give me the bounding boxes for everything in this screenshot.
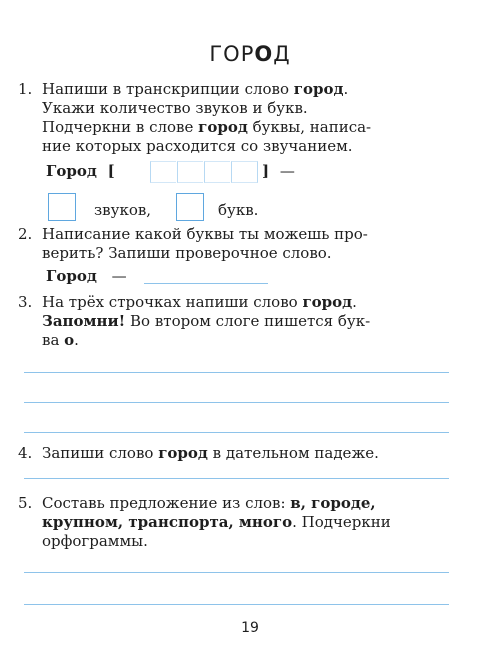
check-word-row: Город — bbox=[46, 267, 127, 285]
task-2-text: Написание какой буквы ты можешь про- верить? Запиши проверочное слово. bbox=[42, 225, 368, 262]
task-number: 5. bbox=[18, 494, 33, 512]
task-1-text: Напиши в транскрипции слово город. Укажи количество звуков и букв. Подчеркни в слове город буквы, написа- ние которых расходится со звучанием. bbox=[42, 80, 372, 155]
page-number: 19 bbox=[241, 620, 259, 636]
task-number: 3. bbox=[18, 293, 33, 311]
check-word-line[interactable] bbox=[144, 283, 268, 284]
writing-line[interactable] bbox=[24, 604, 449, 605]
writing-line[interactable] bbox=[24, 372, 449, 373]
writing-line[interactable] bbox=[24, 478, 449, 479]
letters-label: букв. bbox=[218, 201, 259, 219]
sounds-count-box[interactable] bbox=[48, 193, 76, 221]
task-3-text: На трёх строчках напиши слово город. Запомни! Во втором слоге пишется бук- ва о. bbox=[42, 293, 371, 349]
letters-count-box[interactable] bbox=[176, 193, 204, 221]
task-4-text: Запиши слово город в дательном падеже. bbox=[42, 444, 379, 462]
transcription-row: Город [ bbox=[46, 162, 115, 180]
writing-line[interactable] bbox=[24, 572, 449, 573]
task-number: 1. bbox=[18, 80, 33, 98]
task-number: 4. bbox=[18, 444, 33, 462]
sounds-label: звуков, bbox=[94, 201, 152, 219]
page-title: ГОРОД bbox=[209, 42, 291, 66]
transcription-cells[interactable] bbox=[150, 161, 258, 183]
task-number: 2. bbox=[18, 225, 33, 243]
task-5-text: Составь предложение из слов: в, городе, крупном, транспорта, много. Подчеркни орфограммы. bbox=[42, 494, 391, 550]
writing-line[interactable] bbox=[24, 402, 449, 403]
writing-line[interactable] bbox=[24, 432, 449, 433]
transcription-end: ] — bbox=[262, 162, 295, 180]
